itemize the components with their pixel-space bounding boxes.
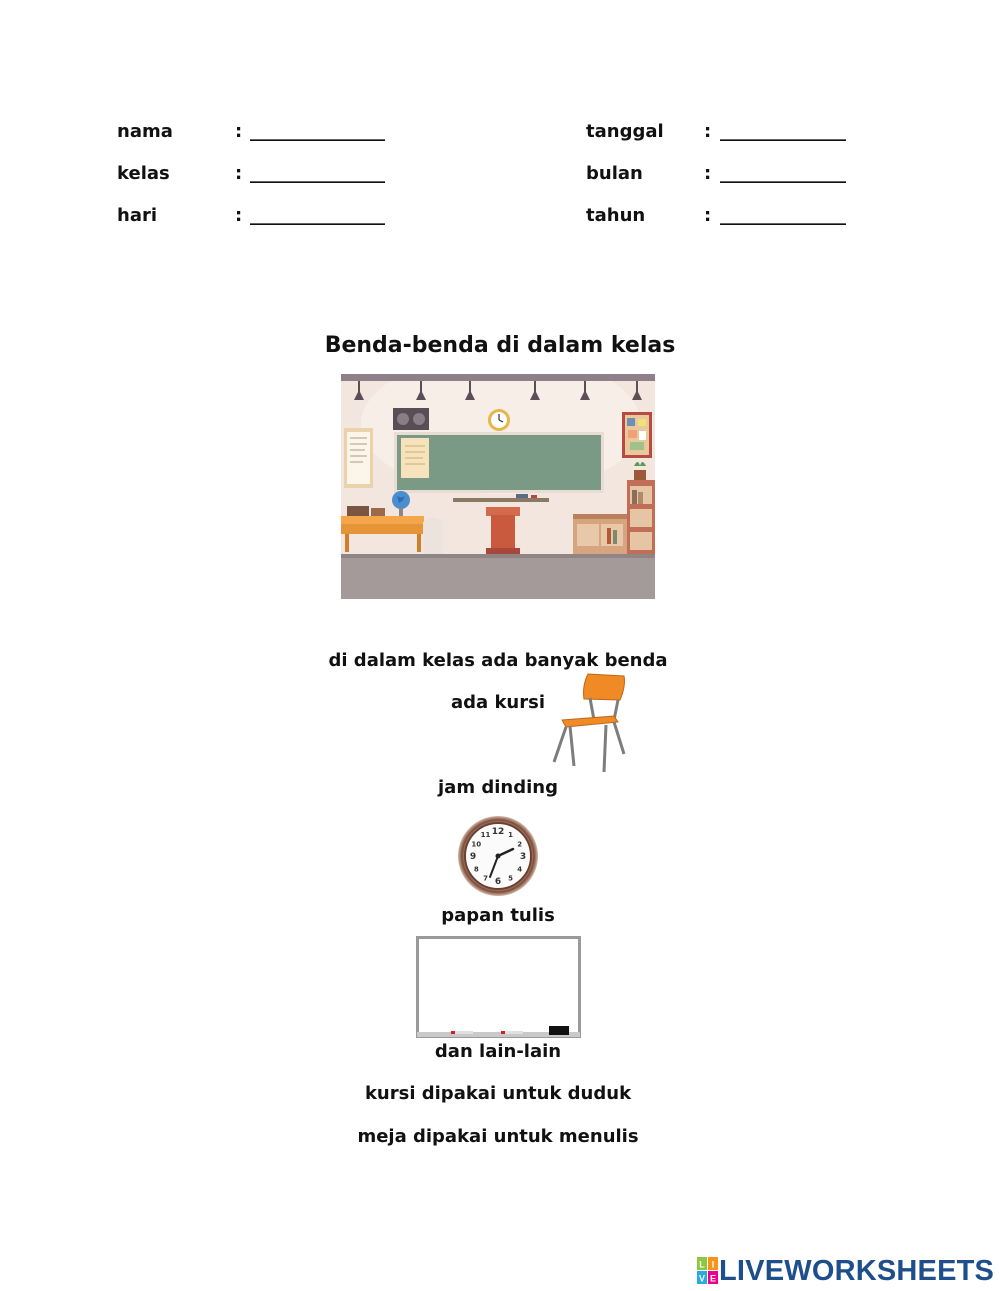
field-tanggal-blank[interactable]: ______________ <box>720 121 846 142</box>
chair-image <box>548 670 630 774</box>
clock-numeral: 10 <box>471 840 482 849</box>
wall-clock-image <box>457 815 539 897</box>
field-nama-label: nama <box>117 121 173 142</box>
live-badge-icon <box>697 1257 719 1285</box>
field-nama-blank[interactable]: _______________ <box>250 121 385 142</box>
sentence-papan: papan tulis <box>441 905 555 926</box>
clock-numeral: 6 <box>494 876 502 887</box>
field-hari-label: hari <box>117 205 158 226</box>
clock-numeral: 1 <box>508 831 513 840</box>
field-bulan-label: bulan <box>586 163 643 184</box>
sentence-kursi: ada kursi <box>451 692 545 713</box>
sentence-lain: dan lain-lain <box>434 1041 562 1062</box>
field-tahun-label: tahun <box>586 205 646 226</box>
badge-letter-i: I <box>711 1259 715 1270</box>
field-bulan-colon: : <box>704 163 712 184</box>
liveworksheets-logo <box>697 1255 994 1287</box>
sentence-jam: jam dinding <box>438 777 558 798</box>
clock-numeral: 7 <box>483 874 488 883</box>
sentence-duduk: kursi dipakai untuk duduk <box>364 1083 632 1104</box>
whiteboard-image <box>415 935 582 1039</box>
badge-letter-v: V <box>698 1273 706 1284</box>
logo-text: LIVEWORKSHEETS <box>719 1254 995 1287</box>
badge-letter-l: L <box>699 1259 705 1270</box>
clock-numeral: 4 <box>517 865 523 874</box>
field-hari-colon: : <box>235 205 243 226</box>
clock-numeral: 5 <box>508 874 513 883</box>
clock-numeral: 8 <box>473 865 479 874</box>
field-tahun-blank[interactable]: ______________ <box>720 205 846 226</box>
field-hari-blank[interactable]: _______________ <box>250 205 385 226</box>
clock-numeral: 12 <box>491 826 505 837</box>
sentence-intro: di dalam kelas ada banyak benda <box>328 650 668 671</box>
field-tanggal-colon: : <box>704 121 712 142</box>
sentence-menulis: meja dipakai untuk menulis <box>357 1126 639 1147</box>
clock-numeral: 11 <box>480 831 491 840</box>
clock-numeral: 3 <box>519 851 527 862</box>
field-bulan-blank[interactable]: ______________ <box>720 163 846 184</box>
field-tanggal-label: tanggal <box>586 121 664 142</box>
worksheet-title: Benda-benda di dalam kelas <box>324 333 676 358</box>
classroom-illustration <box>341 374 655 599</box>
field-kelas-label: kelas <box>117 163 170 184</box>
field-kelas-blank[interactable]: _______________ <box>250 163 385 184</box>
badge-letter-e: E <box>709 1273 717 1284</box>
clock-numeral: 9 <box>469 851 477 862</box>
field-nama-colon: : <box>235 121 243 142</box>
field-tahun-colon: : <box>704 205 712 226</box>
clock-numeral: 2 <box>517 840 523 849</box>
field-kelas-colon: : <box>235 163 243 184</box>
